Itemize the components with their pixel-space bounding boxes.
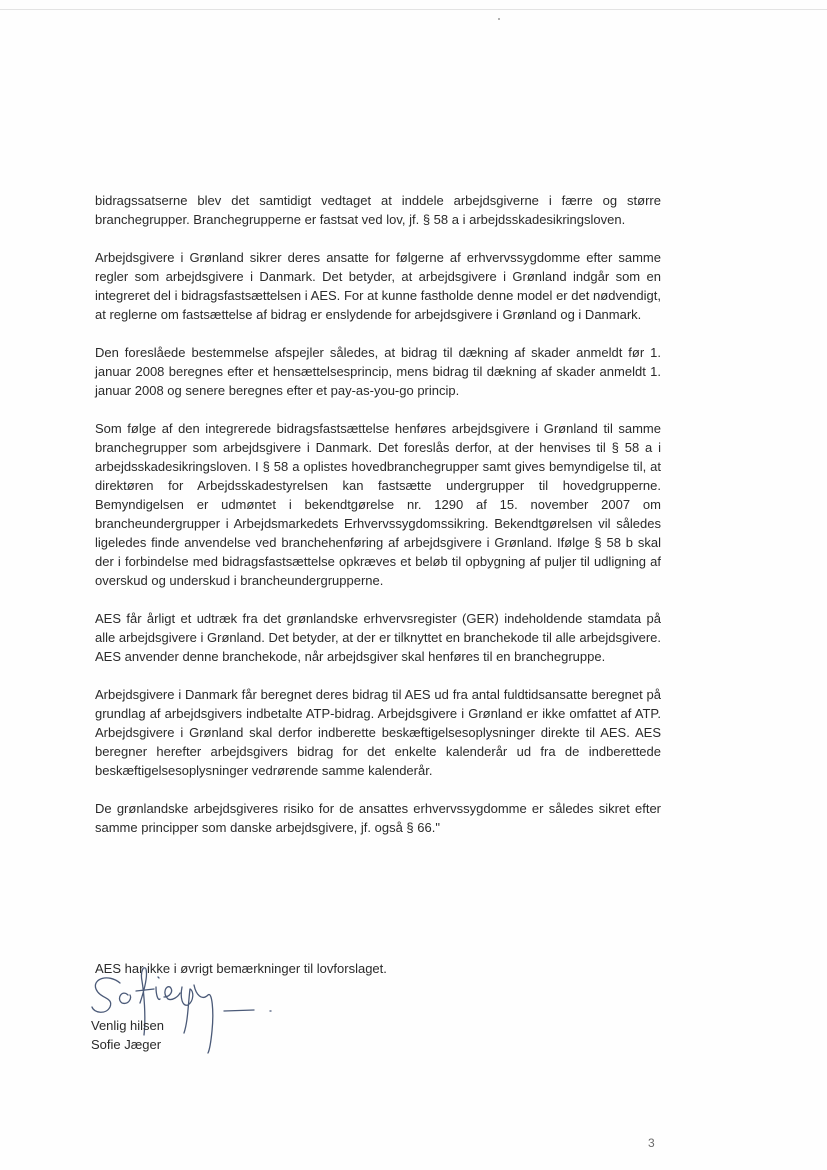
paragraph-branchegrupper: bidragssatserne blev det samtidigt vedtaget at inddele arbejdsgiverne i færre og større branchegrupper. Branchegrupperne er fastsat ved lov, jf. § 58 a i arbejdsskadesikringsloven.	[95, 193, 661, 227]
scan-speck	[498, 18, 500, 20]
signer-name: Sofie Jæger	[91, 1037, 162, 1052]
paragraph-erhvervsregister: AES får årligt et udtræk fra det grønlandske erhvervsregister (GER) indeholdende stamdata på alle arbejdsgivere i Grønland. Det betyder, at der er tilknyttet en branchekode til alle arbejdsgivere. AES anvender denne branchekode, når arbejdsgiver skal henføres til en branchegruppe.	[95, 611, 661, 664]
paragraph-atp-bidrag: Arbejdsgivere i Danmark får beregnet deres bidrag til AES ud fra antal fuldtidsansatte beregnet på grundlag af arbejdsgivers indbetalte ATP-bidrag. Arbejdsgivere i Grønland er ikke omfattet af ATP. Arbejdsgivere i Grønland skal derfor indberette beskæftigelsesoplysninger direkte til AES. AES beregner herefter arbejdsgivers bidrag for det enkelte kalenderår ud fra de indberettede beskæftigelsesoplysninger vedrørende samme kalenderår.	[95, 687, 661, 778]
paragraph-groenland-regler: Arbejdsgivere i Grønland sikrer deres ansatte for følgerne af erhvervssygdomme efter samme regler som arbejdsgivere i Danmark. Det betyder, at arbejdsgivere i Grønland indgår som en integreret del i bidragsfastsættelsen i AES. For at kunne fastholde denne model er det nødvendigt, at reglerne om fastsættelse af bidrag er enslydende for arbejdsgivere i Grønland og i Danmark.	[95, 250, 661, 322]
scan-edge-line	[0, 9, 827, 10]
greeting: Venlig hilsen	[91, 1018, 164, 1033]
paragraph-bestemmelse: Den foreslåede bestemmelse afspejler således, at bidrag til dækning af skader anmeldt før 1. januar 2008 beregnes efter et hensættelsesprincip, mens bidrag til dækning af skader anmeldt 1. januar 2008 og senere beregnes efter et pay-as-you-go princip.	[95, 345, 661, 398]
paragraph-risiko: De grønlandske arbejdsgiveres risiko for de ansattes erhvervssygdomme er således sikret efter samme principper som danske arbejdsgivere, jf. også § 66."	[95, 801, 661, 835]
closing-remark: AES har ikke i øvrigt bemærkninger til lovforslaget.	[95, 961, 387, 976]
letter-body	[95, 191, 661, 856]
paragraph-bidragsfastsaettelse: Som følge af den integrerede bidragsfastsættelse henføres arbejdsgivere i Grønland til samme branchegrupper som arbejdsgivere i Danmark. Det foreslås derfor, at der henvises til § 58 a i arbejdsskadesikringsloven. I § 58 a oplistes hovedbranchegrupper samt gives bemyndigelse til, at direktøren for Arbejdsskadestyrelsen kan fastsætte undergrupper til hovedgrupperne. Bemyndigelsen er udmøntet i bekendtgørelse nr. 1290 af 15. november 2007 om brancheundergrupper i Arbejdsmarkedets Erhvervssygdomssikring. Bekendtgørelsen vil således ligeledes finde anvendelse ved branchehenføring af arbejdsgivere i Grønland. Ifølge § 58 b skal der i forbindelse med bidragsfastsættelse opkræves et beløb til opbygning af puljer til udligning af overskud og underskud i brancheundergrupperne.	[95, 421, 661, 588]
page-number: 3	[648, 1136, 655, 1150]
